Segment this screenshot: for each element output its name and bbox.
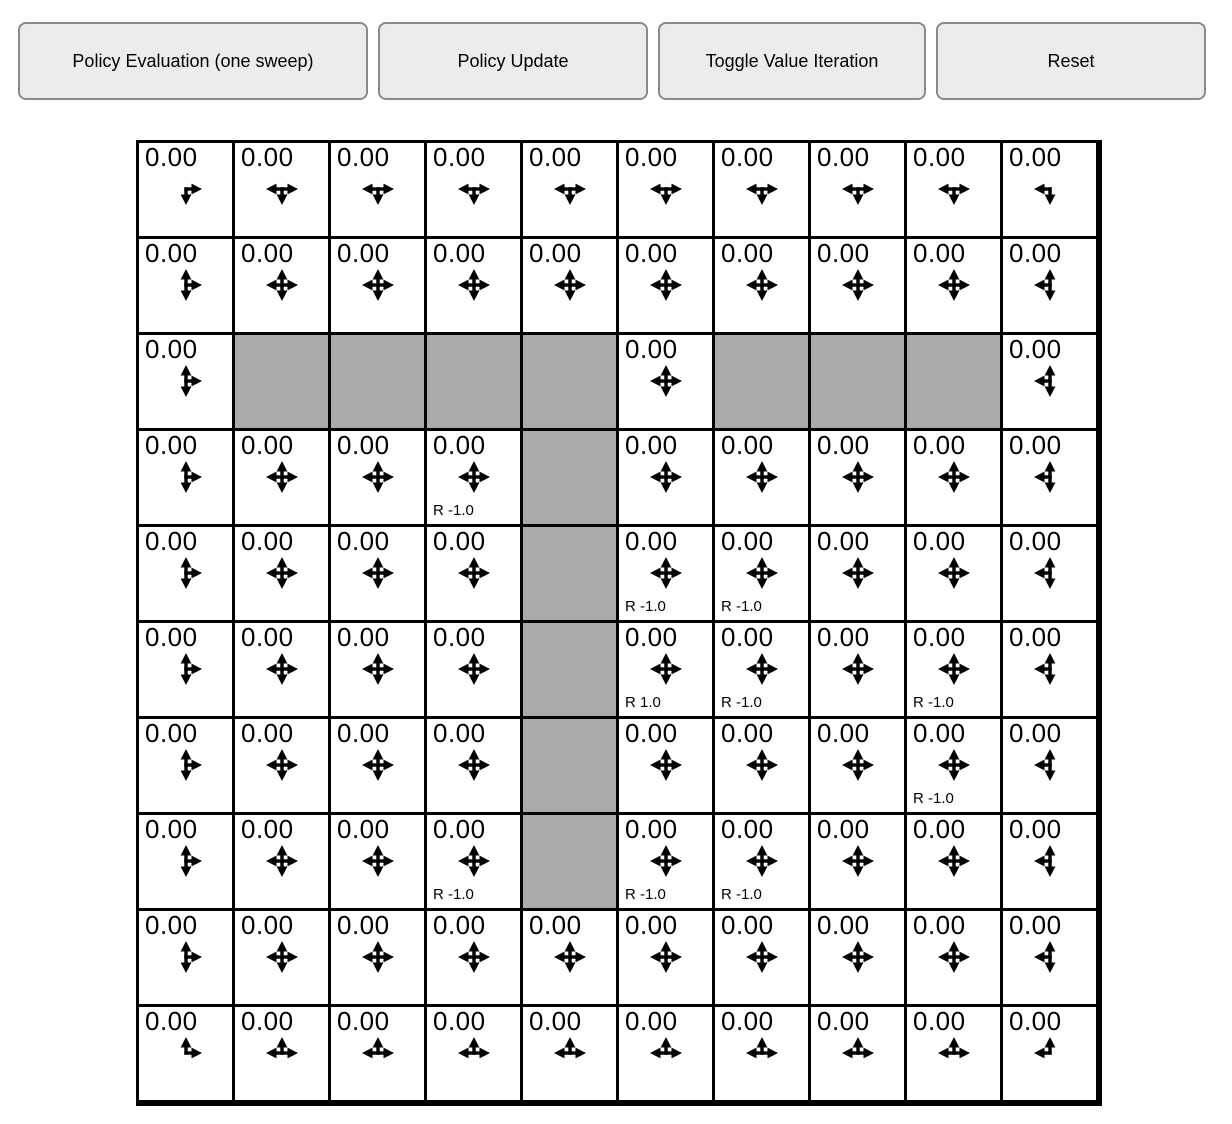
state-value: 0.00 (913, 1007, 966, 1036)
state-value: 0.00 (817, 623, 870, 652)
grid-cell-r2c9[interactable] (1003, 335, 1096, 428)
state-value: 0.00 (337, 911, 390, 940)
state-value: 0.00 (241, 239, 294, 268)
grid-cell-r1c2[interactable] (331, 239, 424, 332)
grid-cell-r1c5[interactable] (619, 239, 712, 332)
grid-cell-r6c0[interactable] (139, 719, 232, 812)
state-value: 0.00 (721, 719, 774, 748)
policy-arrows-icon (1033, 1036, 1067, 1070)
grid-cell-r3c1[interactable] (235, 431, 328, 524)
policy-arrows-icon (265, 172, 299, 206)
state-value: 0.00 (721, 815, 774, 844)
grid-cell-r1c7[interactable] (811, 239, 904, 332)
grid-cell-r7c5[interactable] (619, 815, 712, 908)
state-value: 0.00 (625, 911, 678, 940)
policy-arrows-icon (553, 1036, 587, 1070)
grid-cell-r5c3[interactable] (427, 623, 520, 716)
state-value: 0.00 (145, 815, 198, 844)
grid-cell-r5c9[interactable] (1003, 623, 1096, 716)
state-value: 0.00 (817, 143, 870, 172)
grid-cell-r6c8[interactable] (907, 719, 1000, 812)
policy-arrows-icon (1033, 556, 1067, 590)
grid-cell-r6c9[interactable] (1003, 719, 1096, 812)
policy-arrows-icon (169, 556, 203, 590)
grid-cell-r9c1[interactable] (235, 1007, 328, 1100)
policy-arrows-icon (265, 748, 299, 782)
policy-arrows-icon (649, 556, 683, 590)
policy-arrows-icon (361, 1036, 395, 1070)
policy-arrows-icon (361, 652, 395, 686)
reward-label: R -1.0 (433, 502, 474, 519)
grid-cell-r9c4[interactable] (523, 1007, 616, 1100)
reward-label: R -1.0 (625, 886, 666, 903)
state-value: 0.00 (625, 239, 678, 268)
state-value: 0.00 (145, 527, 198, 556)
policy-arrows-icon (457, 940, 491, 974)
state-value: 0.00 (817, 1007, 870, 1036)
policy-arrows-icon (169, 844, 203, 878)
policy-arrows-icon (361, 844, 395, 878)
wall-cell-r5c4[interactable] (523, 623, 616, 716)
state-value: 0.00 (625, 623, 678, 652)
state-value: 0.00 (817, 719, 870, 748)
grid-cell-r9c2[interactable] (331, 1007, 424, 1100)
grid-cell-r7c7[interactable] (811, 815, 904, 908)
policy-arrows-icon (457, 172, 491, 206)
state-value: 0.00 (625, 431, 678, 460)
state-value: 0.00 (625, 719, 678, 748)
policy-arrows-icon (169, 940, 203, 974)
state-value: 0.00 (817, 911, 870, 940)
state-value: 0.00 (241, 719, 294, 748)
grid-cell-r4c5[interactable] (619, 527, 712, 620)
state-value: 0.00 (1009, 719, 1062, 748)
state-value: 0.00 (625, 143, 678, 172)
wall-cell-r2c7[interactable] (811, 335, 904, 428)
state-value: 0.00 (721, 911, 774, 940)
state-value: 0.00 (913, 431, 966, 460)
policy-arrows-icon (265, 460, 299, 494)
wall-cell-r2c3[interactable] (427, 335, 520, 428)
policy-arrows-icon (361, 172, 395, 206)
policy-arrows-icon (265, 268, 299, 302)
state-value: 0.00 (433, 719, 486, 748)
state-value: 0.00 (529, 1007, 582, 1036)
state-value: 0.00 (433, 623, 486, 652)
grid-cell-r4c9[interactable] (1003, 527, 1096, 620)
policy-arrows-icon (361, 268, 395, 302)
policy-arrows-icon (361, 556, 395, 590)
grid-cell-r0c6[interactable] (715, 143, 808, 236)
grid-cell-r1c3[interactable] (427, 239, 520, 332)
policy-arrows-icon (169, 1036, 203, 1070)
grid-cell-r3c7[interactable] (811, 431, 904, 524)
state-value: 0.00 (433, 815, 486, 844)
state-value: 0.00 (337, 527, 390, 556)
state-value: 0.00 (145, 719, 198, 748)
state-value: 0.00 (817, 239, 870, 268)
grid-cell-r0c2[interactable] (331, 143, 424, 236)
state-value: 0.00 (817, 815, 870, 844)
wall-cell-r2c2[interactable] (331, 335, 424, 428)
grid-cell-r5c7[interactable] (811, 623, 904, 716)
reset-button[interactable]: Reset (936, 22, 1206, 100)
state-value: 0.00 (721, 431, 774, 460)
wall-cell-r7c4[interactable] (523, 815, 616, 908)
policy-arrows-icon (1033, 268, 1067, 302)
gridworld (136, 140, 1102, 1106)
grid-cell-r1c0[interactable] (139, 239, 232, 332)
grid-cell-r7c1[interactable] (235, 815, 328, 908)
grid-cell-r5c6[interactable] (715, 623, 808, 716)
state-value: 0.00 (913, 815, 966, 844)
policy-arrows-icon (745, 748, 779, 782)
grid-cell-r0c0[interactable] (139, 143, 232, 236)
state-value: 0.00 (145, 1007, 198, 1036)
state-value: 0.00 (913, 239, 966, 268)
state-value: 0.00 (817, 527, 870, 556)
policy-arrows-icon (841, 460, 875, 494)
grid-cell-r5c0[interactable] (139, 623, 232, 716)
policy-arrows-icon (457, 1036, 491, 1070)
state-value: 0.00 (433, 431, 486, 460)
state-value: 0.00 (145, 431, 198, 460)
wall-cell-r2c8[interactable] (907, 335, 1000, 428)
grid-cell-r2c0[interactable] (139, 335, 232, 428)
policy-arrows-icon (1033, 844, 1067, 878)
policy-arrows-icon (937, 652, 971, 686)
policy-arrows-icon (1033, 940, 1067, 974)
grid-cell-r9c3[interactable] (427, 1007, 520, 1100)
grid-cell-r8c5[interactable] (619, 911, 712, 1004)
policy-arrows-icon (937, 172, 971, 206)
state-value: 0.00 (241, 143, 294, 172)
state-value: 0.00 (433, 911, 486, 940)
policy-arrows-icon (841, 268, 875, 302)
grid-cell-r4c8[interactable] (907, 527, 1000, 620)
policy-arrows-icon (649, 268, 683, 302)
policy-arrows-icon (841, 940, 875, 974)
policy-arrows-icon (937, 460, 971, 494)
grid-cell-r4c7[interactable] (811, 527, 904, 620)
wall-cell-r2c6[interactable] (715, 335, 808, 428)
state-value: 0.00 (913, 143, 966, 172)
policy-arrows-icon (1033, 652, 1067, 686)
state-value: 0.00 (1009, 431, 1062, 460)
policy-arrows-icon (457, 556, 491, 590)
state-value: 0.00 (817, 431, 870, 460)
grid-cell-r0c9[interactable] (1003, 143, 1096, 236)
policy-arrows-icon (457, 460, 491, 494)
grid-cell-r1c9[interactable] (1003, 239, 1096, 332)
state-value: 0.00 (625, 527, 678, 556)
grid-cell-r8c8[interactable] (907, 911, 1000, 1004)
policy-arrows-icon (361, 460, 395, 494)
policy-arrows-icon (553, 268, 587, 302)
policy-arrows-icon (265, 1036, 299, 1070)
grid-cell-r3c9[interactable] (1003, 431, 1096, 524)
policy-arrows-icon (745, 844, 779, 878)
state-value: 0.00 (337, 239, 390, 268)
grid-cell-r9c8[interactable] (907, 1007, 1000, 1100)
grid-cell-r7c6[interactable] (715, 815, 808, 908)
policy-arrows-icon (745, 460, 779, 494)
state-value: 0.00 (433, 1007, 486, 1036)
grid-cell-r4c6[interactable] (715, 527, 808, 620)
state-value: 0.00 (337, 719, 390, 748)
policy-arrows-icon (457, 652, 491, 686)
policy-arrows-icon (937, 1036, 971, 1070)
policy-arrows-icon (937, 556, 971, 590)
grid-cell-r8c7[interactable] (811, 911, 904, 1004)
policy-arrows-icon (457, 844, 491, 878)
state-value: 0.00 (1009, 911, 1062, 940)
grid-cell-r8c4[interactable] (523, 911, 616, 1004)
wall-cell-r2c4[interactable] (523, 335, 616, 428)
reward-label: R -1.0 (721, 598, 762, 615)
grid-cell-r8c9[interactable] (1003, 911, 1096, 1004)
reward-label: R -1.0 (913, 790, 954, 807)
policy-arrows-icon (841, 844, 875, 878)
grid-cell-r9c9[interactable] (1003, 1007, 1096, 1100)
wall-cell-r6c4[interactable] (523, 719, 616, 812)
policy-arrows-icon (841, 1036, 875, 1070)
grid-cell-r0c1[interactable] (235, 143, 328, 236)
policy-update-button[interactable]: Policy Update (378, 22, 648, 100)
grid-cell-r4c3[interactable] (427, 527, 520, 620)
grid-cell-r1c8[interactable] (907, 239, 1000, 332)
grid-cell-r0c7[interactable] (811, 143, 904, 236)
grid-cell-r4c1[interactable] (235, 527, 328, 620)
policy-arrows-icon (649, 172, 683, 206)
grid-cell-r1c6[interactable] (715, 239, 808, 332)
toggle-value-iteration-button[interactable]: Toggle Value Iteration (658, 22, 926, 100)
grid-cell-r9c6[interactable] (715, 1007, 808, 1100)
policy-arrows-icon (649, 460, 683, 494)
reward-label: R -1.0 (913, 694, 954, 711)
state-value: 0.00 (433, 143, 486, 172)
policy-arrows-icon (265, 556, 299, 590)
grid-cell-r5c8[interactable] (907, 623, 1000, 716)
policy-arrows-icon (649, 1036, 683, 1070)
reward-label: R -1.0 (625, 598, 666, 615)
grid-cell-r5c5[interactable] (619, 623, 712, 716)
policy-arrows-icon (937, 268, 971, 302)
state-value: 0.00 (433, 239, 486, 268)
policy-arrows-icon (553, 940, 587, 974)
policy-arrows-icon (745, 556, 779, 590)
state-value: 0.00 (241, 1007, 294, 1036)
grid-cell-r9c7[interactable] (811, 1007, 904, 1100)
grid-cell-r7c9[interactable] (1003, 815, 1096, 908)
reward-label: R 1.0 (625, 694, 661, 711)
policy-arrows-icon (169, 268, 203, 302)
grid-cell-r3c5[interactable] (619, 431, 712, 524)
policy-arrows-icon (745, 940, 779, 974)
policy-arrows-icon (265, 652, 299, 686)
policy-arrows-icon (1033, 172, 1067, 206)
state-value: 0.00 (721, 239, 774, 268)
grid-cell-r7c3[interactable] (427, 815, 520, 908)
policy-arrows-icon (169, 748, 203, 782)
grid-cell-r5c1[interactable] (235, 623, 328, 716)
grid-cell-r0c8[interactable] (907, 143, 1000, 236)
policy-arrows-icon (649, 652, 683, 686)
policy-arrows-icon (1033, 460, 1067, 494)
state-value: 0.00 (337, 623, 390, 652)
policy-arrows-icon (649, 940, 683, 974)
reward-label: R -1.0 (433, 886, 474, 903)
grid-cell-r8c0[interactable] (139, 911, 232, 1004)
wall-cell-r3c4[interactable] (523, 431, 616, 524)
state-value: 0.00 (241, 431, 294, 460)
state-value: 0.00 (1009, 815, 1062, 844)
policy-arrows-icon (937, 748, 971, 782)
grid-cell-r3c3[interactable] (427, 431, 520, 524)
policy-arrows-icon (1033, 364, 1067, 398)
grid-cell-r3c0[interactable] (139, 431, 232, 524)
policy-arrows-icon (457, 268, 491, 302)
grid-cell-r3c8[interactable] (907, 431, 1000, 524)
state-value: 0.00 (721, 527, 774, 556)
policy-arrows-icon (841, 556, 875, 590)
state-value: 0.00 (241, 527, 294, 556)
grid-cell-r7c2[interactable] (331, 815, 424, 908)
grid-cell-r6c3[interactable] (427, 719, 520, 812)
state-value: 0.00 (913, 623, 966, 652)
reward-label: R -1.0 (721, 694, 762, 711)
state-value: 0.00 (337, 815, 390, 844)
state-value: 0.00 (529, 911, 582, 940)
state-value: 0.00 (145, 239, 198, 268)
state-value: 0.00 (721, 623, 774, 652)
policy-arrows-icon (265, 844, 299, 878)
state-value: 0.00 (913, 911, 966, 940)
policy-arrows-icon (649, 844, 683, 878)
grid-cell-r4c0[interactable] (139, 527, 232, 620)
policy-arrows-icon (265, 940, 299, 974)
state-value: 0.00 (145, 143, 198, 172)
grid-cell-r6c2[interactable] (331, 719, 424, 812)
state-value: 0.00 (1009, 143, 1062, 172)
grid-cell-r8c6[interactable] (715, 911, 808, 1004)
state-value: 0.00 (145, 335, 198, 364)
policy-arrows-icon (361, 748, 395, 782)
state-value: 0.00 (337, 143, 390, 172)
policy-arrows-icon (649, 748, 683, 782)
grid-cell-r1c4[interactable] (523, 239, 616, 332)
grid-cell-r8c1[interactable] (235, 911, 328, 1004)
grid-cell-r8c3[interactable] (427, 911, 520, 1004)
policy-arrows-icon (745, 172, 779, 206)
grid-cell-r9c0[interactable] (139, 1007, 232, 1100)
grid-cell-r2c5[interactable] (619, 335, 712, 428)
state-value: 0.00 (1009, 623, 1062, 652)
grid-cell-r0c4[interactable] (523, 143, 616, 236)
state-value: 0.00 (337, 1007, 390, 1036)
policy-arrows-icon (745, 652, 779, 686)
grid-cell-r9c5[interactable] (619, 1007, 712, 1100)
policy-arrows-icon (745, 1036, 779, 1070)
policy-arrows-icon (745, 268, 779, 302)
state-value: 0.00 (529, 239, 582, 268)
policy-arrows-icon (169, 652, 203, 686)
policy-arrows-icon (169, 172, 203, 206)
state-value: 0.00 (337, 431, 390, 460)
state-value: 0.00 (625, 335, 678, 364)
toolbar (18, 22, 1206, 100)
reward-label: R -1.0 (721, 886, 762, 903)
policy-arrows-icon (457, 748, 491, 782)
policy-arrows-icon (169, 460, 203, 494)
grid-cell-r8c2[interactable] (331, 911, 424, 1004)
grid-cell-r5c2[interactable] (331, 623, 424, 716)
grid-cell-r1c1[interactable] (235, 239, 328, 332)
grid-cell-r7c8[interactable] (907, 815, 1000, 908)
grid-cell-r4c2[interactable] (331, 527, 424, 620)
policy-arrows-icon (841, 172, 875, 206)
grid-cell-r6c1[interactable] (235, 719, 328, 812)
grid-cell-r6c7[interactable] (811, 719, 904, 812)
state-value: 0.00 (913, 527, 966, 556)
policy-arrows-icon (1033, 748, 1067, 782)
policy-arrows-icon (841, 652, 875, 686)
state-value: 0.00 (145, 911, 198, 940)
state-value: 0.00 (721, 1007, 774, 1036)
state-value: 0.00 (241, 911, 294, 940)
grid-cell-r3c6[interactable] (715, 431, 808, 524)
state-value: 0.00 (913, 719, 966, 748)
state-value: 0.00 (1009, 527, 1062, 556)
grid-cell-r6c5[interactable] (619, 719, 712, 812)
policy-arrows-icon (937, 940, 971, 974)
policy-arrows-icon (553, 172, 587, 206)
policy-arrows-icon (169, 364, 203, 398)
state-value: 0.00 (1009, 1007, 1062, 1036)
state-value: 0.00 (529, 143, 582, 172)
policy-arrows-icon (649, 364, 683, 398)
state-value: 0.00 (625, 815, 678, 844)
state-value: 0.00 (721, 143, 774, 172)
policy-arrows-icon (361, 940, 395, 974)
grid-cell-r3c2[interactable] (331, 431, 424, 524)
state-value: 0.00 (241, 623, 294, 652)
state-value: 0.00 (145, 623, 198, 652)
policy-arrows-icon (937, 844, 971, 878)
grid-cell-r0c5[interactable] (619, 143, 712, 236)
policy-evaluation-button[interactable]: Policy Evaluation (one sweep) (18, 22, 368, 100)
wall-cell-r2c1[interactable] (235, 335, 328, 428)
wall-cell-r4c4[interactable] (523, 527, 616, 620)
policy-arrows-icon (841, 748, 875, 782)
grid-cell-r7c0[interactable] (139, 815, 232, 908)
state-value: 0.00 (241, 815, 294, 844)
grid-cell-r6c6[interactable] (715, 719, 808, 812)
grid-cell-r0c3[interactable] (427, 143, 520, 236)
state-value: 0.00 (625, 1007, 678, 1036)
state-value: 0.00 (433, 527, 486, 556)
state-value: 0.00 (1009, 239, 1062, 268)
state-value: 0.00 (1009, 335, 1062, 364)
